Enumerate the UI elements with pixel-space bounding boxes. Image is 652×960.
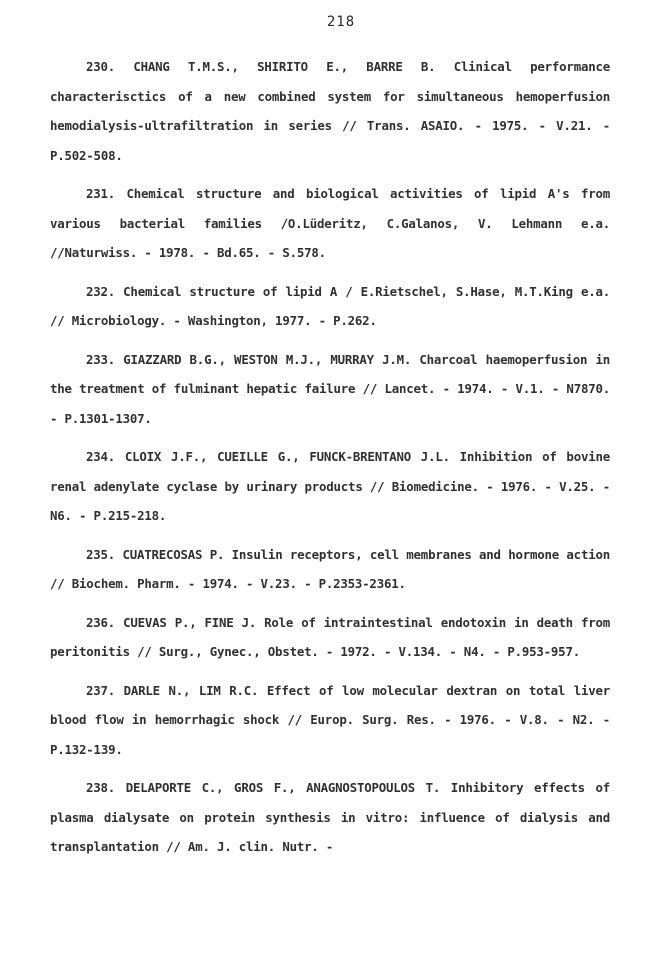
bibliography-entry bbox=[50, 442, 618, 531]
entry-text: CUATRECOSAS P. Insulin receptors, cell membranes and hormone action // Biochem. Pharm. - 1974. - V.23. - P.2353-2361. bbox=[50, 546, 618, 591]
entry-text: CHANG T.M.S., SHIRITO E., BARRE B. Clinical performance characterisctics of a new combined system for simultaneous hemoperfusion hemodialysis-ultrafiltration in series // Trans. ASAIO. - 1975. - V.21. - P.502-508. bbox=[50, 59, 618, 163]
bibliography-list bbox=[50, 52, 618, 862]
entry-number: 234. bbox=[86, 449, 116, 464]
entry-text: DELAPORTE C., GROS F., ANAGNOSTOPOULOS T. Inhibitory effects of plasma dialysate on protein synthesis in vitro: influence of dialysis and transplantation // Am. J. clin. Nutr. - bbox=[50, 780, 618, 854]
entry-number: 232. bbox=[86, 283, 116, 299]
bibliography-entry bbox=[50, 676, 618, 765]
entry-text: CUEVAS P., FINE J. Role of intraintestinal endotoxin in death from peritonitis // Surg., Gynec., Obstet. - 1972. - V.134. - N4. - P.953-957. bbox=[50, 614, 618, 659]
entry-text: GIAZZARD B.G., WESTON M.J., MURRAY J.M. Charcoal haemoperfusion in the treatment of fulminant hepatic failure // Lancet. - 1974. - V.1. - N7870. - P.1301-1307. bbox=[50, 351, 618, 426]
entry-number: 238. bbox=[86, 780, 116, 795]
bibliography-entry bbox=[50, 608, 618, 667]
bibliography-entry bbox=[50, 540, 618, 599]
entry-number: 235. bbox=[86, 546, 116, 562]
entry-number: 231. bbox=[86, 186, 116, 201]
entry-text: Chemical structure of lipid A / E.Rietschel, S.Hase, M.T.King e.a. // Microbiology. - Washington, 1977. - P.262. bbox=[50, 283, 618, 328]
bibliography-entry bbox=[50, 179, 618, 268]
bibliography-entry bbox=[50, 277, 618, 336]
entry-number: 230. bbox=[86, 59, 116, 74]
entry-number: 233. bbox=[86, 351, 116, 367]
entry-number: 236. bbox=[86, 614, 116, 630]
entry-number: 237. bbox=[86, 682, 116, 698]
bibliography-entry bbox=[50, 345, 618, 434]
bibliography-entry bbox=[50, 52, 618, 170]
entry-text: DARLE N., LIM R.C. Effect of low molecular dextran on total liver blood flow in hemorrhagic shock // Europ. Surg. Res. - 1976. - V.8. - N2. - P.132-139. bbox=[50, 682, 618, 757]
page-number: 218 bbox=[326, 14, 356, 30]
entry-text: Chemical structure and biological activities of lipid A's from various bacterial families /O.Lüderitz, C.Galanos, V. Lehmann e.a. //Naturwiss. - 1978. - Bd.65. - S.578. bbox=[50, 186, 618, 260]
entry-text: CLOIX J.F., CUEILLE G., FUNCK-BRENTANO J.L. Inhibition of bovine renal adenylate cyclase by urinary products // Biomedicine. - 1976. - V.25. - N6. - P.215-218. bbox=[50, 449, 618, 523]
bibliography-entry bbox=[50, 773, 618, 862]
